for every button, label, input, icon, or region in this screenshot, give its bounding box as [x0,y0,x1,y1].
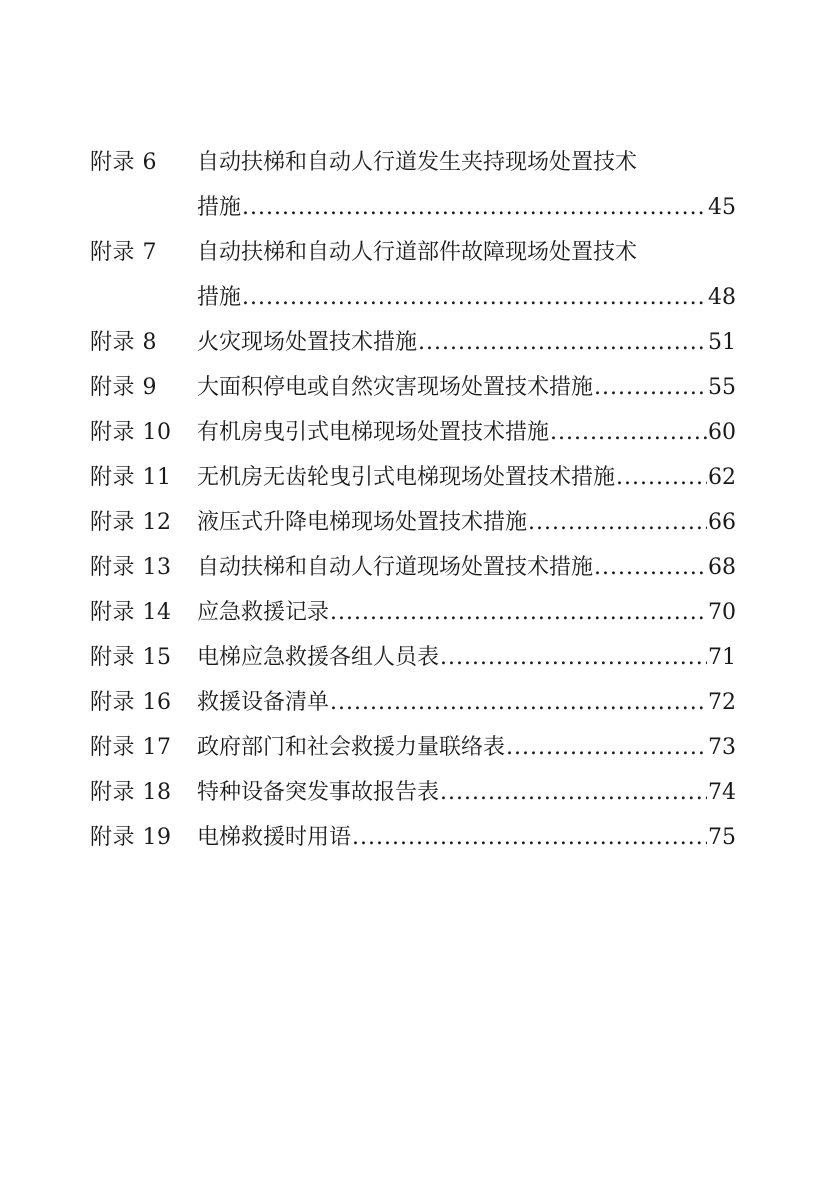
dot-leader [506,725,707,770]
toc-entry-appendix-14[interactable] [90,590,736,635]
toc-entry-appendix-15[interactable] [90,635,736,680]
dot-leader [330,590,707,635]
toc-entry-title: 措施 [197,285,242,310]
toc-entry-page: 73 [708,735,736,760]
toc-entry-title: 措施 [197,195,242,220]
toc-entry-page: 74 [708,780,736,805]
toc-entry-title: 无机房无齿轮曳引式电梯现场处置技术措施 [197,465,616,490]
toc-entry-appendix-8[interactable] [90,320,736,365]
toc-entry-appendix-13[interactable] [90,545,736,590]
toc-entry-appendix-19[interactable] [90,815,736,860]
dot-leader [616,455,707,500]
dot-leader [242,275,707,320]
toc-entry-appendix-12[interactable] [90,500,736,545]
dot-leader [528,500,707,545]
toc-entry-title: 电梯救援时用语 [197,825,352,850]
toc-entry-appendix-7[interactable] [90,230,736,320]
dot-leader [440,770,707,815]
toc-entry-label: 附录 7 [90,240,157,265]
toc-entry-page: 48 [708,285,736,310]
toc-entry-label: 附录 18 [90,780,172,805]
toc-entry-label: 附录 11 [90,465,172,490]
toc-entry-label: 附录 10 [90,420,172,445]
toc-entry-appendix-9[interactable] [90,365,736,410]
toc-entry-title: 液压式升降电梯现场处置技术措施 [197,510,528,535]
toc-entry-appendix-11[interactable] [90,455,736,500]
toc-entry-title-line1 [197,140,736,185]
table-of-contents [90,140,736,860]
dot-leader [550,410,707,455]
dot-leader [330,680,707,725]
toc-entry-title-line1 [197,230,736,275]
toc-entry-appendix-16[interactable] [90,680,736,725]
toc-entry-page: 60 [708,420,736,445]
toc-entry-title-part: 自动扶梯和自动人行道部件故障现场处置技术 [197,240,638,265]
toc-entry-page: 45 [708,195,736,220]
toc-entry-title: 有机房曳引式电梯现场处置技术措施 [197,420,550,445]
toc-entry-title: 大面积停电或自然灾害现场处置技术措施 [197,375,594,400]
toc-entry-label: 附录 13 [90,555,172,580]
dot-leader [242,185,707,230]
toc-entry-title: 电梯应急救援各组人员表 [197,645,440,670]
toc-entry-appendix-17[interactable] [90,725,736,770]
toc-entry-page: 68 [708,555,736,580]
toc-entry-title-part: 自动扶梯和自动人行道发生夹持现场处置技术 [197,150,638,175]
toc-entry-page: 71 [708,645,736,670]
toc-entry-title: 火灾现场处置技术措施 [197,330,418,355]
toc-entry-label: 附录 8 [90,330,157,355]
toc-entry-page: 55 [708,375,736,400]
toc-entry-title: 应急救援记录 [197,600,330,625]
toc-entry-page: 51 [708,330,736,355]
toc-entry-label: 附录 17 [90,735,172,760]
toc-entry-page: 70 [708,600,736,625]
toc-entry-title: 特种设备突发事故报告表 [197,780,440,805]
dot-leader [594,545,707,590]
toc-entry-label: 附录 15 [90,645,172,670]
toc-entry-label: 附录 9 [90,375,157,400]
toc-entry-appendix-10[interactable] [90,410,736,455]
toc-entry-label: 附录 16 [90,690,172,715]
toc-entry-appendix-18[interactable] [90,770,736,815]
dot-leader [594,365,707,410]
toc-entry-page: 72 [708,690,736,715]
dot-leader [352,815,707,860]
toc-entry-page: 75 [708,825,736,850]
toc-entry-title: 自动扶梯和自动人行道现场处置技术措施 [197,555,594,580]
toc-entry-title: 救援设备清单 [197,690,330,715]
toc-entry-label: 附录 14 [90,600,172,625]
dot-leader [440,635,707,680]
toc-entry-page: 62 [708,465,736,490]
toc-entry-title: 政府部门和社会救援力量联络表 [197,735,506,760]
toc-entry-appendix-6[interactable] [90,140,736,230]
dot-leader [418,320,707,365]
toc-entry-label: 附录 6 [90,150,157,175]
toc-entry-label: 附录 12 [90,510,172,535]
toc-entry-page: 66 [708,510,736,535]
toc-entry-label: 附录 19 [90,825,172,850]
